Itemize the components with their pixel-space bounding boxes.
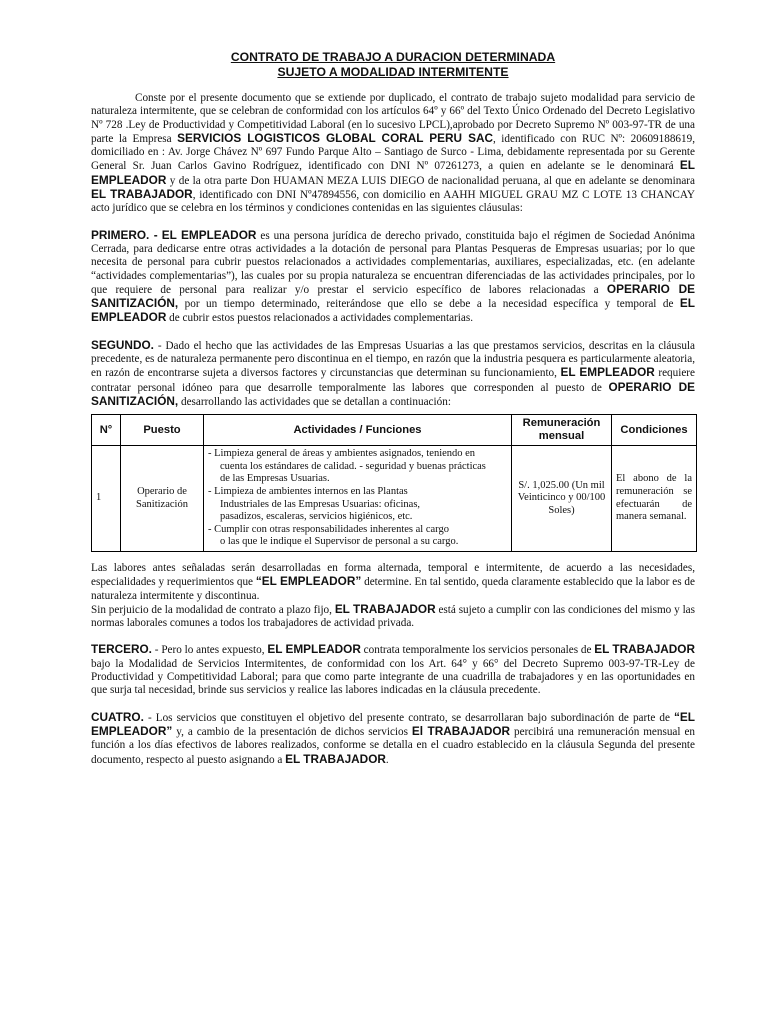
contract-page bbox=[91, 50, 695, 767]
table-row bbox=[92, 446, 697, 552]
company-name: SERVICIOS LOGISTICOS GLOBAL CORAL PERU SAC bbox=[177, 130, 493, 145]
after-text-3: Sin perjuicio de la modalidad de contrato a plazo fijo, bbox=[91, 603, 335, 616]
trabajador-term: EL TRABAJADOR bbox=[91, 187, 193, 202]
intro-text-2: , identificado con RUC Nº: 20609188619, domiciliado en : Av. Jorge Chávez Nº 697 Fundo Parque Alto – Santiago de Surco - Lima, debidamente representada por su Gerente General Sr. Juan Carlos Gavino Rodríguez, identificado con DNI Nº 07261273, a quien en adelante se le denominará bbox=[91, 132, 695, 173]
empleador-term: EL EMPLEADOR bbox=[91, 158, 695, 187]
tercero-text-2: contrata temporalmente los servicios personales de bbox=[360, 644, 595, 657]
segundo-text-1: - Dado el hecho que las actividades de las Empresas Usuarias a las que prestamos servicios, descritas en la cláusula precedente, es de naturaleza permanente pero discontinua en el tiempo, en razón que la industria pesquera es particularmente aleatoria, en razón de encontrarse sujeta a diversos factores y circunstancias que determinan su funcionamiento, bbox=[91, 339, 695, 380]
spacer bbox=[91, 698, 695, 711]
col-header-actividades: Actividades / Funciones bbox=[204, 415, 512, 446]
functions-table bbox=[91, 414, 697, 552]
activity-line: - Cumplir con otras responsabilidades inherentes al cargo bbox=[208, 523, 449, 535]
col-header-puesto: Puesto bbox=[121, 415, 204, 446]
col-header-remuneracion: Remuneración mensual bbox=[512, 415, 612, 446]
after-text-4: está sujeto a cumplir con las condiciones del mismo y las normas laborales comunes a todos los trabajadores de actividad privada. bbox=[91, 603, 696, 630]
tercero-text-1: - Pero lo antes expuesto, bbox=[151, 644, 268, 657]
trabajador-term: El TRABAJADOR bbox=[411, 723, 511, 738]
trabajador-term: EL TRABAJADOR bbox=[285, 751, 386, 766]
cuatro-text-3: percibirá una remuneración mensual en función a los días efectivos de labores realizados, conforme se detalla en el cuadro establecido en la cláusula Segunda del presente documento, respecto al puesto asignando a bbox=[91, 725, 696, 766]
intro-text-1: Conste por el presente documento que se extiende por duplicado, el contrato de trabajo sujeto modalidad para servicio de naturaleza intermitente, que se celebran de conformidad con los artículos 64º y 66º del Texto Único Ordenado del Decreto Legislativo Nº 728 .Ley de Productividad y Competitividad Laboral (en lo sucesivo LPCL),aprobado por Decreto Supremo Nº 003-97-TR de una parte la Empresa bbox=[91, 92, 695, 145]
activity-line: - Limpieza de ambientes internos en las Plantas bbox=[208, 486, 408, 498]
cuatro-text-4: . bbox=[385, 753, 389, 766]
empleador-term: EL EMPLEADOR bbox=[161, 227, 257, 242]
cell-puesto: Operario de Sanitización bbox=[121, 446, 204, 552]
primero-text-1: es una persona jurídica de derecho privado, constituida bajo el régimen de Sociedad Anónima Cerrada, para dedicarse entre otras actividades a la dotación de personal para Plantas Pesqueras de Empresas usuarias; por lo que necesita de personal para cubrir puestos relacionados a actividades complementarias, auxiliares, especializadas, etc. (en adelante “actividades complementarias”), las cuales por su propia naturaleza se encuentran diferenciadas de las actividades principales, por lo que requiere de personal para realizar y/o prestar el servicio específico de labores relacionadas a bbox=[91, 229, 696, 296]
activity-line: de las Empresas Usuarias. bbox=[220, 473, 330, 485]
cuatro-text-2: y, a cambio de la presentación de dichos servicios bbox=[172, 725, 412, 738]
segundo-text-3: desarrollando las actividades que se detallan a continuación: bbox=[178, 395, 451, 408]
segundo-text-2: requiere contratar personal idóneo para que desarrolle temporalmente las labores que corresponden al puesto de bbox=[91, 367, 695, 394]
intro-paragraph bbox=[91, 92, 695, 216]
intro-text-4: , identificado con DNI Nº47894556, con domicilio en AAHH MIGUEL GRAU MZ C LOTE 13 CHANCAY acto jurídico que se celebra en los términos y condiciones contenidas en las siguientes cláusulas: bbox=[91, 189, 695, 215]
puesto-term: OPERARIO DE SANITIZACIÓN, bbox=[91, 379, 695, 408]
after-text-1: Las labores antes señaladas serán desarrolladas en forma alternada, temporal e intermitente, de acuerdo a las necesidades, especialidades y requerimientos que bbox=[91, 561, 695, 589]
table-header-row bbox=[92, 415, 697, 446]
empleador-term: EL EMPLEADOR bbox=[91, 296, 695, 325]
trabajador-term: EL TRABAJADOR bbox=[594, 642, 695, 657]
cell-remuneracion: S/. 1,025.00 (Un mil Veinticinco y 00/100 Soles) bbox=[512, 446, 612, 552]
activity-line: - Limpieza general de áreas y ambientes asignados, teniendo en bbox=[208, 448, 476, 460]
primero-text-3: de cubrir estos puestos relacionados a actividades complementarias. bbox=[166, 312, 473, 325]
intro-text-3: y de la otra parte Don HUAMAN MEZA LUIS DIEGO de nacionalidad peruana, al que en adelante se denominara bbox=[166, 174, 695, 187]
cell-actividades bbox=[204, 446, 512, 552]
activity-line: cuenta los estándares de calidad. - seguridad y buenas prácticas bbox=[220, 460, 486, 472]
puesto-term: OPERARIO DE SANITIZACIÓN, bbox=[91, 281, 696, 311]
activity-line: Industriales de las Empresas Usuarias: oficinas, bbox=[220, 498, 421, 510]
empleador-term: EL EMPLEADOR bbox=[560, 365, 655, 380]
after-table-paragraph bbox=[91, 562, 695, 603]
primero-text-2: por un tiempo determinado, reiterándose que ello se debe a la necesidad específica y temporal de bbox=[178, 298, 680, 311]
clause-cuatro bbox=[91, 711, 695, 767]
tercero-text-3: bajo la Modalidad de Servicios Intermitentes, de conformidad con los Art. 64° y 66° del Decreto Supremo 003-97-TR-Ley de Productividad y Competitividad Laboral; para que como parte integrante de una cuadrilla de trabajadores y en las oportunidades en que surja tal necesidad, brinde sus servicios y realice las labores indicadas en la cláusula precedente. bbox=[91, 657, 695, 697]
cell-number: 1 bbox=[92, 446, 121, 552]
clause-primero bbox=[91, 229, 695, 326]
clause-tercero bbox=[91, 643, 695, 697]
after-table-paragraph-2 bbox=[91, 603, 695, 631]
empleador-term: “EL EMPLEADOR” bbox=[91, 709, 695, 738]
clause-heading-primero: PRIMERO. - bbox=[91, 227, 158, 242]
activity-line: pasadizos, escaleras, servicios higiénicos, etc. bbox=[220, 511, 413, 523]
spacer bbox=[91, 326, 695, 339]
clause-heading-cuatro: CUATRO. bbox=[91, 709, 144, 724]
empleador-term: EL EMPLEADOR bbox=[267, 642, 361, 657]
spacer bbox=[91, 79, 695, 92]
clause-heading-segundo: SEGUNDO. bbox=[91, 337, 154, 352]
activity-line: o las que le indique el Supervisor de personal a su cargo. bbox=[220, 536, 459, 548]
cell-condiciones: El abono de la remuneración se efectuarán de manera semanal. bbox=[612, 446, 697, 552]
title-line-1: CONTRATO DE TRABAJO A DURACION DETERMINADA bbox=[230, 50, 556, 64]
clause-heading-tercero: TERCERO. bbox=[91, 642, 152, 657]
trabajador-term: EL TRABAJADOR bbox=[334, 601, 436, 616]
clause-segundo bbox=[91, 339, 695, 409]
col-header-number: N° bbox=[92, 415, 121, 446]
empleador-term: “EL EMPLEADOR” bbox=[255, 574, 362, 589]
cuatro-text-1: - Los servicios que constituyen el objetivo del presente contrato, se desarrollaran bajo subordinación de parte de bbox=[143, 711, 675, 724]
after-text-2: determine. En tal sentido, queda claramente establecido que la labor es de naturaleza intermitente y discontinua. bbox=[91, 576, 695, 602]
col-header-condiciones: Condiciones bbox=[612, 415, 697, 446]
title-line-2: SUJETO A MODALIDAD INTERMITENTE bbox=[277, 64, 509, 79]
